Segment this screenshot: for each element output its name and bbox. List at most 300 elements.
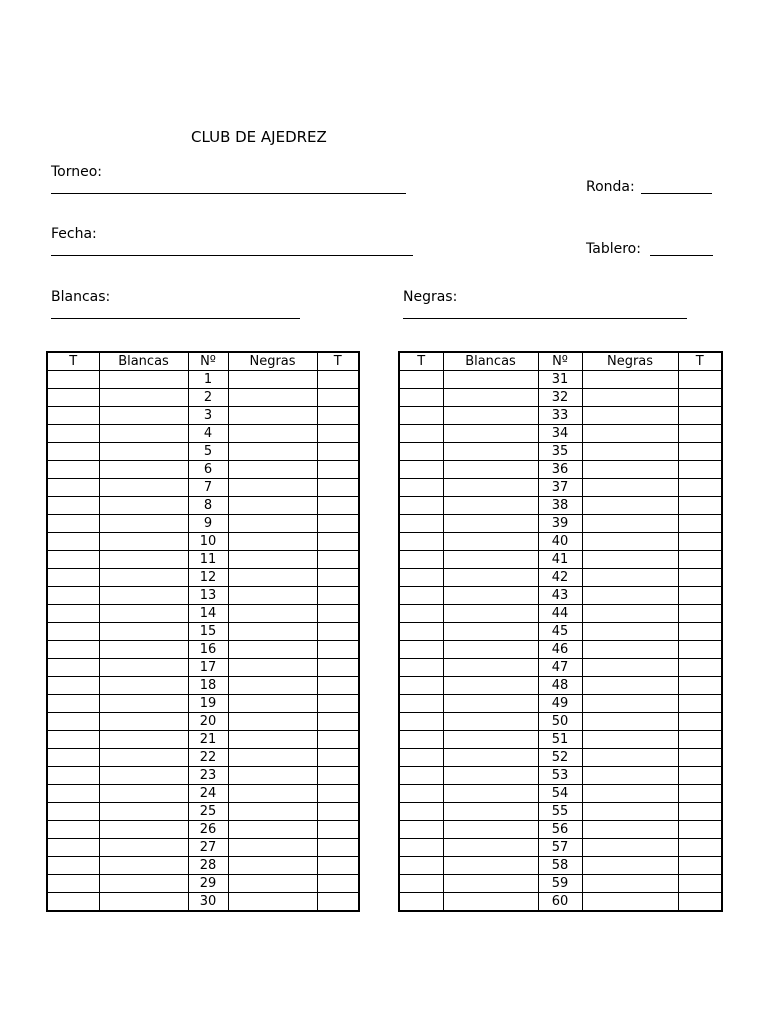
- time-black-cell[interactable]: [678, 569, 722, 587]
- black-move-cell[interactable]: [582, 839, 678, 857]
- table-row: [399, 371, 722, 389]
- table-row: [399, 695, 722, 713]
- white-move-cell[interactable]: [443, 623, 538, 641]
- time-white-cell[interactable]: [47, 641, 99, 659]
- time-black-cell[interactable]: [317, 443, 359, 461]
- white-move-cell[interactable]: [99, 857, 188, 875]
- move-number: 34: [538, 425, 582, 443]
- time-black-cell[interactable]: [317, 677, 359, 695]
- black-move-cell[interactable]: [228, 839, 317, 857]
- time-black-cell[interactable]: [317, 893, 359, 912]
- blancas-label: Blancas:: [51, 289, 111, 305]
- white-move-cell[interactable]: [443, 803, 538, 821]
- white-move-cell[interactable]: [99, 533, 188, 551]
- black-move-cell[interactable]: [228, 497, 317, 515]
- time-black-cell[interactable]: [678, 839, 722, 857]
- black-move-cell[interactable]: [228, 605, 317, 623]
- table-row: [47, 587, 359, 605]
- white-move-cell[interactable]: [99, 893, 188, 912]
- time-white-cell[interactable]: [399, 443, 443, 461]
- black-move-cell[interactable]: [228, 659, 317, 677]
- time-black-cell[interactable]: [678, 461, 722, 479]
- time-white-cell[interactable]: [47, 623, 99, 641]
- move-number: 5: [188, 443, 228, 461]
- time-black-cell[interactable]: [317, 695, 359, 713]
- time-white-cell[interactable]: [47, 371, 99, 389]
- time-white-cell[interactable]: [399, 605, 443, 623]
- time-white-cell[interactable]: [399, 371, 443, 389]
- white-move-cell[interactable]: [99, 371, 188, 389]
- header-move-number: Nº: [188, 352, 228, 371]
- time-white-cell[interactable]: [47, 407, 99, 425]
- time-black-cell[interactable]: [678, 677, 722, 695]
- fecha-field[interactable]: [51, 255, 413, 256]
- white-move-cell[interactable]: [443, 641, 538, 659]
- time-white-cell[interactable]: [47, 587, 99, 605]
- black-move-cell[interactable]: [582, 623, 678, 641]
- time-white-cell[interactable]: [47, 461, 99, 479]
- time-black-cell[interactable]: [317, 497, 359, 515]
- black-move-cell[interactable]: [582, 407, 678, 425]
- white-move-cell[interactable]: [443, 857, 538, 875]
- white-move-cell[interactable]: [99, 713, 188, 731]
- page-title: CLUB DE AJEDREZ: [191, 128, 327, 146]
- move-number: 47: [538, 659, 582, 677]
- white-move-cell[interactable]: [99, 677, 188, 695]
- white-move-cell[interactable]: [443, 371, 538, 389]
- time-black-cell[interactable]: [678, 641, 722, 659]
- black-move-cell[interactable]: [582, 605, 678, 623]
- table-row: [47, 767, 359, 785]
- time-black-cell[interactable]: [678, 785, 722, 803]
- white-move-cell[interactable]: [443, 551, 538, 569]
- time-black-cell[interactable]: [317, 605, 359, 623]
- black-move-cell[interactable]: [228, 713, 317, 731]
- time-black-cell[interactable]: [678, 659, 722, 677]
- black-move-cell[interactable]: [582, 767, 678, 785]
- negras-field[interactable]: [403, 318, 687, 319]
- black-move-cell[interactable]: [228, 749, 317, 767]
- time-black-cell[interactable]: [317, 389, 359, 407]
- time-black-cell[interactable]: [678, 623, 722, 641]
- white-move-cell[interactable]: [99, 479, 188, 497]
- black-move-cell[interactable]: [582, 389, 678, 407]
- table-row: [399, 731, 722, 749]
- time-white-cell[interactable]: [47, 659, 99, 677]
- time-white-cell[interactable]: [47, 713, 99, 731]
- time-black-cell[interactable]: [678, 371, 722, 389]
- white-move-cell[interactable]: [443, 425, 538, 443]
- black-move-cell[interactable]: [228, 803, 317, 821]
- black-move-cell[interactable]: [582, 551, 678, 569]
- black-move-cell[interactable]: [228, 893, 317, 912]
- black-move-cell[interactable]: [582, 677, 678, 695]
- black-move-cell[interactable]: [228, 821, 317, 839]
- time-black-cell[interactable]: [317, 461, 359, 479]
- white-move-cell[interactable]: [443, 533, 538, 551]
- move-number: 39: [538, 515, 582, 533]
- white-move-cell[interactable]: [443, 875, 538, 893]
- time-white-cell[interactable]: [399, 551, 443, 569]
- time-black-cell[interactable]: [317, 803, 359, 821]
- white-move-cell[interactable]: [443, 659, 538, 677]
- white-move-cell[interactable]: [99, 749, 188, 767]
- black-move-cell[interactable]: [228, 515, 317, 533]
- black-move-cell[interactable]: [228, 623, 317, 641]
- black-move-cell[interactable]: [582, 479, 678, 497]
- time-white-cell[interactable]: [399, 785, 443, 803]
- time-black-cell[interactable]: [317, 425, 359, 443]
- time-black-cell[interactable]: [678, 767, 722, 785]
- move-number: 32: [538, 389, 582, 407]
- black-move-cell[interactable]: [582, 587, 678, 605]
- white-move-cell[interactable]: [99, 695, 188, 713]
- black-move-cell[interactable]: [582, 569, 678, 587]
- black-move-cell[interactable]: [228, 425, 317, 443]
- black-move-cell[interactable]: [582, 443, 678, 461]
- white-move-cell[interactable]: [443, 407, 538, 425]
- time-white-cell[interactable]: [47, 803, 99, 821]
- table-row: [47, 839, 359, 857]
- white-move-cell[interactable]: [443, 515, 538, 533]
- white-move-cell[interactable]: [443, 677, 538, 695]
- black-move-cell[interactable]: [582, 803, 678, 821]
- time-white-cell[interactable]: [399, 533, 443, 551]
- black-move-cell[interactable]: [228, 731, 317, 749]
- time-black-cell[interactable]: [678, 425, 722, 443]
- white-move-cell[interactable]: [99, 731, 188, 749]
- white-move-cell[interactable]: [443, 443, 538, 461]
- move-number: 25: [188, 803, 228, 821]
- table-row: [47, 875, 359, 893]
- black-move-cell[interactable]: [582, 497, 678, 515]
- white-move-cell[interactable]: [443, 389, 538, 407]
- time-white-cell[interactable]: [399, 659, 443, 677]
- table-row: [47, 731, 359, 749]
- table-row: [47, 605, 359, 623]
- black-move-cell[interactable]: [228, 857, 317, 875]
- time-white-cell[interactable]: [399, 713, 443, 731]
- time-black-cell[interactable]: [678, 389, 722, 407]
- time-white-cell[interactable]: [47, 389, 99, 407]
- white-move-cell[interactable]: [99, 587, 188, 605]
- time-white-cell[interactable]: [47, 569, 99, 587]
- black-move-cell[interactable]: [582, 659, 678, 677]
- white-move-cell[interactable]: [443, 785, 538, 803]
- time-white-cell[interactable]: [399, 677, 443, 695]
- black-move-cell[interactable]: [228, 461, 317, 479]
- time-black-cell[interactable]: [317, 479, 359, 497]
- time-black-cell[interactable]: [678, 443, 722, 461]
- white-move-cell[interactable]: [443, 749, 538, 767]
- table-row: [399, 425, 722, 443]
- time-black-cell[interactable]: [317, 407, 359, 425]
- black-move-cell[interactable]: [228, 587, 317, 605]
- time-white-cell[interactable]: [47, 839, 99, 857]
- white-move-cell[interactable]: [443, 893, 538, 912]
- time-black-cell[interactable]: [678, 857, 722, 875]
- black-move-cell[interactable]: [582, 785, 678, 803]
- table-row: [47, 425, 359, 443]
- time-black-cell[interactable]: [317, 749, 359, 767]
- table-row: [399, 749, 722, 767]
- table-row: [399, 821, 722, 839]
- time-white-cell[interactable]: [399, 407, 443, 425]
- black-move-cell[interactable]: [228, 641, 317, 659]
- time-white-cell[interactable]: [399, 389, 443, 407]
- time-white-cell[interactable]: [399, 587, 443, 605]
- time-black-cell[interactable]: [678, 479, 722, 497]
- time-white-cell[interactable]: [47, 551, 99, 569]
- time-white-cell[interactable]: [47, 767, 99, 785]
- time-black-cell[interactable]: [678, 587, 722, 605]
- move-number: 41: [538, 551, 582, 569]
- header-time-white: T: [47, 352, 99, 371]
- move-number: 12: [188, 569, 228, 587]
- time-black-cell[interactable]: [678, 875, 722, 893]
- time-black-cell[interactable]: [678, 605, 722, 623]
- black-move-cell[interactable]: [582, 875, 678, 893]
- time-black-cell[interactable]: [317, 623, 359, 641]
- table-row: [399, 605, 722, 623]
- time-black-cell[interactable]: [678, 515, 722, 533]
- time-black-cell[interactable]: [678, 893, 722, 912]
- white-move-cell[interactable]: [99, 803, 188, 821]
- torneo-label: Torneo:: [51, 164, 103, 180]
- time-white-cell[interactable]: [399, 623, 443, 641]
- time-black-cell[interactable]: [317, 839, 359, 857]
- time-black-cell[interactable]: [317, 371, 359, 389]
- time-white-cell[interactable]: [399, 641, 443, 659]
- time-white-cell[interactable]: [47, 425, 99, 443]
- time-white-cell[interactable]: [47, 821, 99, 839]
- time-black-cell[interactable]: [678, 731, 722, 749]
- black-move-cell[interactable]: [228, 479, 317, 497]
- move-number: 20: [188, 713, 228, 731]
- white-move-cell[interactable]: [443, 497, 538, 515]
- move-number: 24: [188, 785, 228, 803]
- white-move-cell[interactable]: [99, 623, 188, 641]
- time-white-cell[interactable]: [47, 605, 99, 623]
- time-black-cell[interactable]: [317, 857, 359, 875]
- time-white-cell[interactable]: [47, 749, 99, 767]
- black-move-cell[interactable]: [228, 389, 317, 407]
- white-move-cell[interactable]: [443, 767, 538, 785]
- time-black-cell[interactable]: [678, 821, 722, 839]
- header-time-black: T: [678, 352, 722, 371]
- white-move-cell[interactable]: [99, 569, 188, 587]
- white-move-cell[interactable]: [443, 569, 538, 587]
- white-move-cell[interactable]: [99, 515, 188, 533]
- black-move-cell[interactable]: [228, 407, 317, 425]
- time-black-cell[interactable]: [317, 641, 359, 659]
- time-black-cell[interactable]: [317, 713, 359, 731]
- white-move-cell[interactable]: [99, 785, 188, 803]
- black-move-cell[interactable]: [582, 371, 678, 389]
- header-move-number: Nº: [538, 352, 582, 371]
- black-move-cell[interactable]: [228, 767, 317, 785]
- table-row: [399, 389, 722, 407]
- time-black-cell[interactable]: [678, 533, 722, 551]
- time-white-cell[interactable]: [47, 893, 99, 912]
- time-black-cell[interactable]: [317, 731, 359, 749]
- time-black-cell[interactable]: [317, 569, 359, 587]
- time-black-cell[interactable]: [678, 497, 722, 515]
- time-white-cell[interactable]: [399, 875, 443, 893]
- white-move-cell[interactable]: [443, 605, 538, 623]
- table-row: [47, 533, 359, 551]
- time-white-cell[interactable]: [399, 731, 443, 749]
- moves-table-right: [398, 351, 723, 912]
- time-white-cell[interactable]: [399, 569, 443, 587]
- white-move-cell[interactable]: [443, 695, 538, 713]
- white-move-cell[interactable]: [99, 551, 188, 569]
- time-white-cell[interactable]: [47, 695, 99, 713]
- time-black-cell[interactable]: [317, 821, 359, 839]
- blancas-field[interactable]: [51, 318, 300, 319]
- time-black-cell[interactable]: [678, 695, 722, 713]
- black-move-cell[interactable]: [228, 371, 317, 389]
- time-white-cell[interactable]: [399, 515, 443, 533]
- ronda-field[interactable]: [641, 193, 712, 194]
- time-white-cell[interactable]: [399, 425, 443, 443]
- black-move-cell[interactable]: [582, 425, 678, 443]
- white-move-cell[interactable]: [99, 875, 188, 893]
- black-move-cell[interactable]: [582, 515, 678, 533]
- white-move-cell[interactable]: [443, 587, 538, 605]
- white-move-cell[interactable]: [99, 497, 188, 515]
- time-black-cell[interactable]: [678, 713, 722, 731]
- black-move-cell[interactable]: [582, 533, 678, 551]
- time-black-cell[interactable]: [678, 407, 722, 425]
- time-black-cell[interactable]: [317, 875, 359, 893]
- move-number: 2: [188, 389, 228, 407]
- white-move-cell[interactable]: [99, 425, 188, 443]
- black-move-cell[interactable]: [582, 821, 678, 839]
- white-move-cell[interactable]: [99, 821, 188, 839]
- white-move-cell[interactable]: [99, 767, 188, 785]
- table-row: [47, 677, 359, 695]
- black-move-cell[interactable]: [582, 461, 678, 479]
- time-white-cell[interactable]: [399, 461, 443, 479]
- time-black-cell[interactable]: [317, 587, 359, 605]
- black-move-cell[interactable]: [582, 713, 678, 731]
- time-white-cell[interactable]: [399, 821, 443, 839]
- time-white-cell[interactable]: [47, 677, 99, 695]
- move-number: 18: [188, 677, 228, 695]
- table-row: [399, 893, 722, 912]
- time-black-cell[interactable]: [317, 533, 359, 551]
- black-move-cell[interactable]: [228, 677, 317, 695]
- white-move-cell[interactable]: [99, 389, 188, 407]
- white-move-cell[interactable]: [99, 659, 188, 677]
- black-move-cell[interactable]: [582, 893, 678, 912]
- time-black-cell[interactable]: [317, 551, 359, 569]
- black-move-cell[interactable]: [228, 443, 317, 461]
- white-move-cell[interactable]: [99, 461, 188, 479]
- time-white-cell[interactable]: [399, 893, 443, 912]
- black-move-cell[interactable]: [582, 641, 678, 659]
- white-move-cell[interactable]: [99, 605, 188, 623]
- black-move-cell[interactable]: [582, 749, 678, 767]
- table-row: [399, 407, 722, 425]
- table-row: [47, 479, 359, 497]
- time-white-cell[interactable]: [47, 443, 99, 461]
- white-move-cell[interactable]: [99, 641, 188, 659]
- time-white-cell[interactable]: [47, 533, 99, 551]
- table-row: [399, 857, 722, 875]
- table-row: [47, 443, 359, 461]
- time-white-cell[interactable]: [399, 695, 443, 713]
- move-number: 7: [188, 479, 228, 497]
- time-white-cell[interactable]: [399, 767, 443, 785]
- white-move-cell[interactable]: [443, 713, 538, 731]
- time-white-cell[interactable]: [47, 857, 99, 875]
- white-move-cell[interactable]: [443, 461, 538, 479]
- white-move-cell[interactable]: [443, 731, 538, 749]
- time-white-cell[interactable]: [47, 515, 99, 533]
- table-row: [399, 533, 722, 551]
- time-white-cell[interactable]: [399, 749, 443, 767]
- time-white-cell[interactable]: [399, 803, 443, 821]
- black-move-cell[interactable]: [228, 533, 317, 551]
- time-black-cell[interactable]: [317, 659, 359, 677]
- black-move-cell[interactable]: [228, 569, 317, 587]
- white-move-cell[interactable]: [443, 839, 538, 857]
- table-header-row: [399, 352, 722, 371]
- torneo-field[interactable]: [51, 193, 406, 194]
- tablero-field[interactable]: [650, 255, 713, 256]
- white-move-cell[interactable]: [99, 443, 188, 461]
- black-move-cell[interactable]: [582, 731, 678, 749]
- move-number: 53: [538, 767, 582, 785]
- table-row: [47, 713, 359, 731]
- time-black-cell[interactable]: [317, 515, 359, 533]
- move-number: 22: [188, 749, 228, 767]
- white-move-cell[interactable]: [99, 407, 188, 425]
- white-move-cell[interactable]: [443, 821, 538, 839]
- time-black-cell[interactable]: [317, 767, 359, 785]
- black-move-cell[interactable]: [582, 695, 678, 713]
- table-row: [47, 803, 359, 821]
- time-white-cell[interactable]: [47, 875, 99, 893]
- time-black-cell[interactable]: [678, 749, 722, 767]
- white-move-cell[interactable]: [443, 479, 538, 497]
- time-white-cell[interactable]: [399, 497, 443, 515]
- table-row: [399, 443, 722, 461]
- time-white-cell[interactable]: [47, 731, 99, 749]
- time-black-cell[interactable]: [317, 785, 359, 803]
- time-white-cell[interactable]: [47, 785, 99, 803]
- table-row: [47, 551, 359, 569]
- time-white-cell[interactable]: [399, 479, 443, 497]
- black-move-cell[interactable]: [582, 857, 678, 875]
- black-move-cell[interactable]: [228, 875, 317, 893]
- time-white-cell[interactable]: [399, 839, 443, 857]
- black-move-cell[interactable]: [228, 785, 317, 803]
- table-row: [47, 371, 359, 389]
- move-number: 37: [538, 479, 582, 497]
- move-number: 19: [188, 695, 228, 713]
- time-black-cell[interactable]: [678, 551, 722, 569]
- time-white-cell[interactable]: [47, 497, 99, 515]
- white-move-cell[interactable]: [99, 839, 188, 857]
- time-black-cell[interactable]: [678, 803, 722, 821]
- time-white-cell[interactable]: [47, 479, 99, 497]
- black-move-cell[interactable]: [228, 551, 317, 569]
- black-move-cell[interactable]: [228, 695, 317, 713]
- time-white-cell[interactable]: [399, 857, 443, 875]
